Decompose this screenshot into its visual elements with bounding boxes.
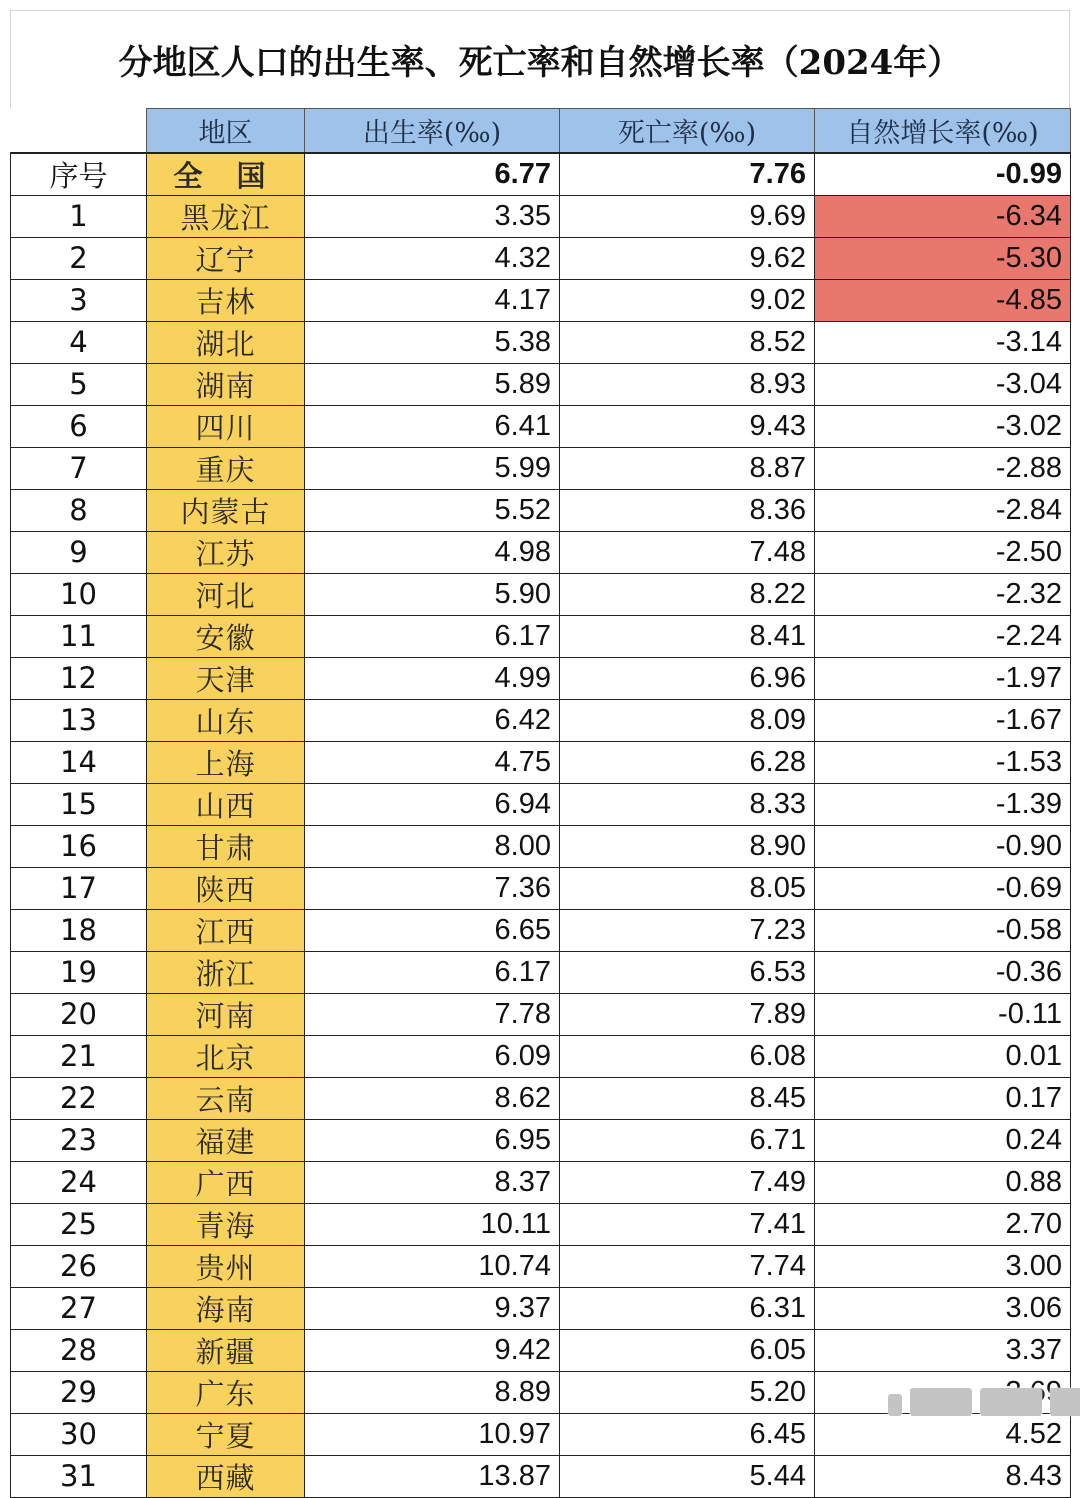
region-cell: 福建 — [147, 1119, 305, 1161]
growth-rate-cell: -3.14 — [815, 321, 1071, 363]
table-row — [11, 447, 1071, 489]
death-rate-cell: 9.02 — [560, 279, 815, 321]
region-cell: 四川 — [147, 405, 305, 447]
death-rate-cell: 8.22 — [560, 573, 815, 615]
region-cell: 陕西 — [147, 867, 305, 909]
table-row — [11, 741, 1071, 783]
table-row — [11, 1161, 1071, 1203]
growth-rate-cell: -2.24 — [815, 615, 1071, 657]
growth-rate-cell: 0.17 — [815, 1077, 1071, 1119]
death-rate-cell: 8.45 — [560, 1077, 815, 1119]
region-cell: 北京 — [147, 1035, 305, 1077]
death-rate-cell: 7.23 — [560, 909, 815, 951]
birth-rate-cell: 8.62 — [305, 1077, 560, 1119]
region-cell: 辽宁 — [147, 237, 305, 279]
birth-rate-cell: 4.99 — [305, 657, 560, 699]
growth-rate-cell: -2.84 — [815, 489, 1071, 531]
table-title: 分地区人口的出生率、死亡率和自然增长率（2024年） — [10, 10, 1070, 108]
region-cell: 全 国 — [147, 153, 305, 196]
table-row — [11, 1455, 1071, 1497]
table-row — [11, 1203, 1071, 1245]
growth-rate-cell: -1.39 — [815, 783, 1071, 825]
table-row — [11, 1119, 1071, 1161]
region-cell: 山西 — [147, 783, 305, 825]
table-row — [11, 783, 1071, 825]
region-cell: 海南 — [147, 1287, 305, 1329]
birth-rate-cell: 6.77 — [305, 153, 560, 196]
growth-rate-cell: -5.30 — [815, 237, 1071, 279]
table-row — [11, 363, 1071, 405]
table-row — [11, 405, 1071, 447]
death-rate-cell: 8.93 — [560, 363, 815, 405]
row-index-cell: 22 — [11, 1077, 147, 1119]
growth-rate-cell: -0.99 — [815, 153, 1071, 196]
region-cell: 江西 — [147, 909, 305, 951]
growth-rate-cell: -4.85 — [815, 279, 1071, 321]
birth-rate-cell: 10.97 — [305, 1413, 560, 1455]
header-growth-rate: 自然增长率(‰) — [815, 109, 1071, 153]
region-cell: 宁夏 — [147, 1413, 305, 1455]
header-row — [11, 109, 1071, 153]
death-rate-cell: 6.31 — [560, 1287, 815, 1329]
growth-rate-cell: -3.02 — [815, 405, 1071, 447]
table-row — [11, 1287, 1071, 1329]
row-index-cell: 3 — [11, 279, 147, 321]
birth-rate-cell: 7.36 — [305, 867, 560, 909]
region-cell: 黑龙江 — [147, 195, 305, 237]
growth-rate-cell: -0.90 — [815, 825, 1071, 867]
table-row — [11, 489, 1071, 531]
death-rate-cell: 6.45 — [560, 1413, 815, 1455]
row-index-cell: 24 — [11, 1161, 147, 1203]
death-rate-cell: 6.71 — [560, 1119, 815, 1161]
death-rate-cell: 7.74 — [560, 1245, 815, 1287]
row-index-cell: 17 — [11, 867, 147, 909]
table-row — [11, 531, 1071, 573]
row-index-cell: 31 — [11, 1455, 147, 1497]
growth-rate-cell: 3.37 — [815, 1329, 1071, 1371]
row-index-cell: 12 — [11, 657, 147, 699]
table-row — [11, 237, 1071, 279]
growth-rate-cell: -0.58 — [815, 909, 1071, 951]
row-index-cell: 27 — [11, 1287, 147, 1329]
death-rate-cell: 5.20 — [560, 1371, 815, 1413]
death-rate-cell: 6.28 — [560, 741, 815, 783]
growth-rate-cell: -0.69 — [815, 867, 1071, 909]
birth-rate-cell: 6.17 — [305, 615, 560, 657]
row-index-header: 序号 — [11, 153, 147, 196]
region-cell: 上海 — [147, 741, 305, 783]
row-index-cell: 11 — [11, 615, 147, 657]
birth-rate-cell: 6.09 — [305, 1035, 560, 1077]
death-rate-cell: 8.87 — [560, 447, 815, 489]
birth-rate-cell: 6.42 — [305, 699, 560, 741]
row-index-cell: 21 — [11, 1035, 147, 1077]
table-row — [11, 321, 1071, 363]
birth-rate-cell: 6.94 — [305, 783, 560, 825]
growth-rate-cell: -2.88 — [815, 447, 1071, 489]
death-rate-cell: 6.96 — [560, 657, 815, 699]
birth-rate-cell: 5.99 — [305, 447, 560, 489]
birth-rate-cell: 4.98 — [305, 531, 560, 573]
region-cell: 新疆 — [147, 1329, 305, 1371]
death-rate-cell: 8.90 — [560, 825, 815, 867]
region-cell: 西藏 — [147, 1455, 305, 1497]
region-cell: 湖南 — [147, 363, 305, 405]
growth-rate-cell: 4.52 — [815, 1413, 1071, 1455]
growth-rate-cell: 2.70 — [815, 1203, 1071, 1245]
row-index-cell: 18 — [11, 909, 147, 951]
death-rate-cell: 7.49 — [560, 1161, 815, 1203]
birth-rate-cell: 8.37 — [305, 1161, 560, 1203]
growth-rate-cell: 0.24 — [815, 1119, 1071, 1161]
death-rate-cell: 8.41 — [560, 615, 815, 657]
row-index-cell: 29 — [11, 1371, 147, 1413]
row-index-cell: 5 — [11, 363, 147, 405]
birth-rate-cell: 5.89 — [305, 363, 560, 405]
data-table — [10, 108, 1071, 1498]
growth-rate-cell: -0.36 — [815, 951, 1071, 993]
birth-rate-cell: 6.95 — [305, 1119, 560, 1161]
table-row — [11, 699, 1071, 741]
header-birth-rate: 出生率(‰) — [305, 109, 560, 153]
growth-rate-cell: -3.04 — [815, 363, 1071, 405]
birth-rate-cell: 6.65 — [305, 909, 560, 951]
region-cell: 浙江 — [147, 951, 305, 993]
row-index-cell: 13 — [11, 699, 147, 741]
growth-rate-cell: 3.06 — [815, 1287, 1071, 1329]
growth-rate-cell: -1.67 — [815, 699, 1071, 741]
death-rate-cell: 7.76 — [560, 153, 815, 196]
death-rate-cell: 8.05 — [560, 867, 815, 909]
birth-rate-cell: 6.41 — [305, 405, 560, 447]
growth-rate-cell: -0.11 — [815, 993, 1071, 1035]
region-cell: 河北 — [147, 573, 305, 615]
table-row — [11, 615, 1071, 657]
birth-rate-cell: 4.32 — [305, 237, 560, 279]
birth-rate-cell: 8.00 — [305, 825, 560, 867]
row-index-cell: 30 — [11, 1413, 147, 1455]
table-row — [11, 825, 1071, 867]
growth-rate-cell: 0.01 — [815, 1035, 1071, 1077]
growth-rate-cell: -2.50 — [815, 531, 1071, 573]
row-index-cell: 19 — [11, 951, 147, 993]
region-cell: 天津 — [147, 657, 305, 699]
region-cell: 广西 — [147, 1161, 305, 1203]
table-row — [11, 1413, 1071, 1455]
death-rate-cell: 9.43 — [560, 405, 815, 447]
row-index-cell: 16 — [11, 825, 147, 867]
growth-rate-cell: -2.32 — [815, 573, 1071, 615]
region-cell: 湖北 — [147, 321, 305, 363]
row-index-cell: 28 — [11, 1329, 147, 1371]
death-rate-cell: 7.41 — [560, 1203, 815, 1245]
birth-rate-cell: 5.52 — [305, 489, 560, 531]
region-cell: 云南 — [147, 1077, 305, 1119]
region-cell: 青海 — [147, 1203, 305, 1245]
birth-rate-cell: 9.37 — [305, 1287, 560, 1329]
table-row — [11, 1077, 1071, 1119]
header-region: 地区 — [147, 109, 305, 153]
birth-rate-cell: 5.38 — [305, 321, 560, 363]
table-row — [11, 195, 1071, 237]
national-total-row — [11, 153, 1071, 196]
birth-rate-cell: 3.35 — [305, 195, 560, 237]
death-rate-cell: 9.69 — [560, 195, 815, 237]
death-rate-cell: 7.48 — [560, 531, 815, 573]
region-cell: 山东 — [147, 699, 305, 741]
header-blank-cell — [11, 109, 147, 153]
growth-rate-cell: 8.43 — [815, 1455, 1071, 1497]
watermark-icon — [888, 1388, 1080, 1416]
region-cell: 吉林 — [147, 279, 305, 321]
birth-rate-cell: 10.11 — [305, 1203, 560, 1245]
growth-rate-cell: -1.53 — [815, 741, 1071, 783]
table-row — [11, 657, 1071, 699]
death-rate-cell: 9.62 — [560, 237, 815, 279]
birth-rate-cell: 13.87 — [305, 1455, 560, 1497]
birth-rate-cell: 7.78 — [305, 993, 560, 1035]
region-cell: 广东 — [147, 1371, 305, 1413]
region-cell: 重庆 — [147, 447, 305, 489]
table-row — [11, 1035, 1071, 1077]
region-cell: 内蒙古 — [147, 489, 305, 531]
birth-rate-cell: 4.75 — [305, 741, 560, 783]
row-index-cell: 20 — [11, 993, 147, 1035]
row-index-cell: 25 — [11, 1203, 147, 1245]
death-rate-cell: 6.08 — [560, 1035, 815, 1077]
table-row — [11, 1329, 1071, 1371]
table-row — [11, 279, 1071, 321]
row-index-cell: 6 — [11, 405, 147, 447]
row-index-cell: 4 — [11, 321, 147, 363]
row-index-cell: 2 — [11, 237, 147, 279]
header-death-rate: 死亡率(‰) — [560, 109, 815, 153]
region-cell: 甘肃 — [147, 825, 305, 867]
birth-rate-cell: 9.42 — [305, 1329, 560, 1371]
row-index-cell: 7 — [11, 447, 147, 489]
death-rate-cell: 5.44 — [560, 1455, 815, 1497]
row-index-cell: 26 — [11, 1245, 147, 1287]
table-row — [11, 909, 1071, 951]
table-row — [11, 993, 1071, 1035]
death-rate-cell: 6.05 — [560, 1329, 815, 1371]
growth-rate-cell: 3.00 — [815, 1245, 1071, 1287]
death-rate-cell: 8.33 — [560, 783, 815, 825]
growth-rate-cell: -1.97 — [815, 657, 1071, 699]
row-index-cell: 23 — [11, 1119, 147, 1161]
growth-rate-cell: 0.88 — [815, 1161, 1071, 1203]
table-row — [11, 867, 1071, 909]
table-row — [11, 573, 1071, 615]
birth-rate-cell: 5.90 — [305, 573, 560, 615]
birth-rate-cell: 8.89 — [305, 1371, 560, 1413]
row-index-cell: 14 — [11, 741, 147, 783]
birth-rate-cell: 4.17 — [305, 279, 560, 321]
row-index-cell: 8 — [11, 489, 147, 531]
region-cell: 河南 — [147, 993, 305, 1035]
death-rate-cell: 8.36 — [560, 489, 815, 531]
birth-rate-cell: 6.17 — [305, 951, 560, 993]
row-index-cell: 1 — [11, 195, 147, 237]
region-cell: 安徽 — [147, 615, 305, 657]
row-index-cell: 9 — [11, 531, 147, 573]
death-rate-cell: 8.09 — [560, 699, 815, 741]
growth-rate-cell: -6.34 — [815, 195, 1071, 237]
table-row — [11, 951, 1071, 993]
region-cell: 贵州 — [147, 1245, 305, 1287]
death-rate-cell: 7.89 — [560, 993, 815, 1035]
death-rate-cell: 6.53 — [560, 951, 815, 993]
birth-rate-cell: 10.74 — [305, 1245, 560, 1287]
table-row — [11, 1245, 1071, 1287]
row-index-cell: 15 — [11, 783, 147, 825]
death-rate-cell: 8.52 — [560, 321, 815, 363]
region-cell: 江苏 — [147, 531, 305, 573]
spreadsheet — [10, 10, 1070, 1498]
row-index-cell: 10 — [11, 573, 147, 615]
